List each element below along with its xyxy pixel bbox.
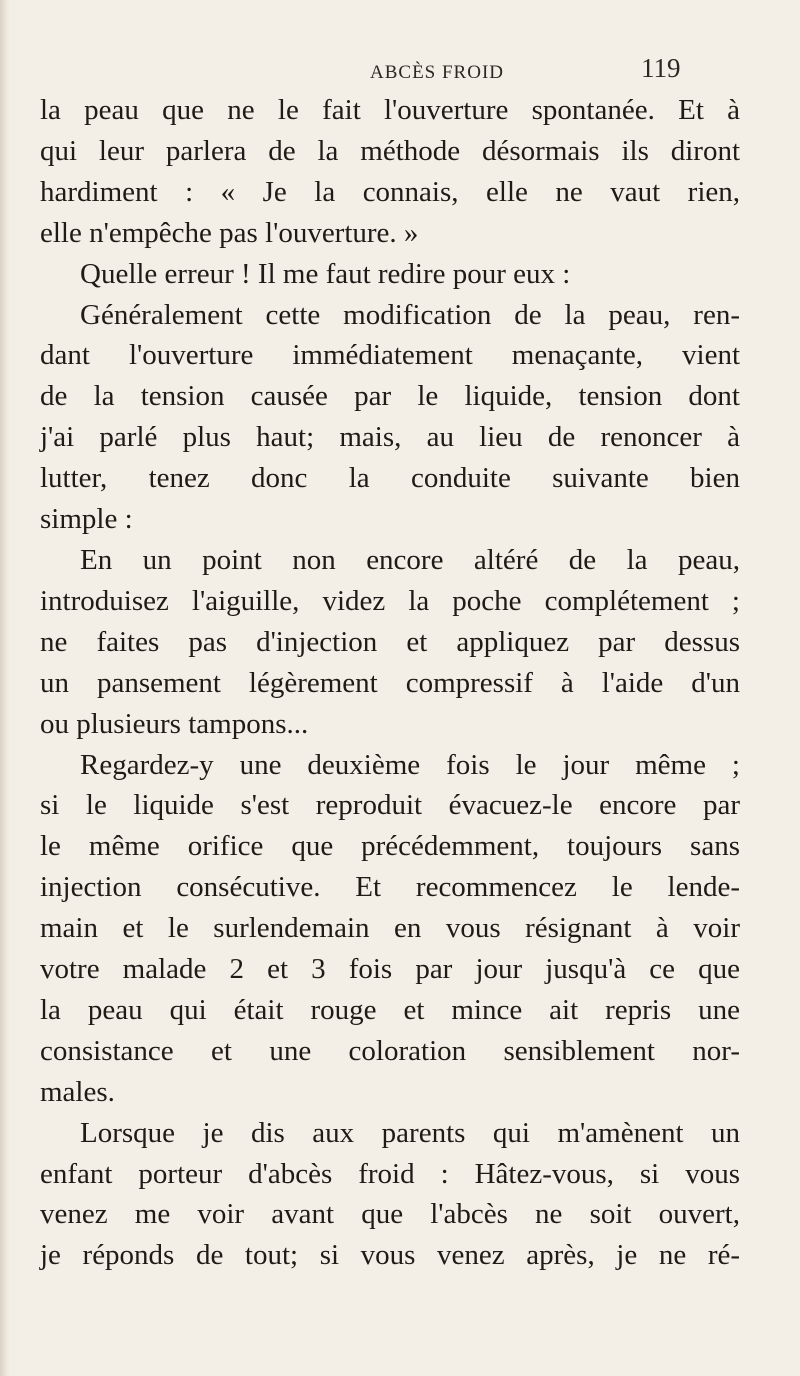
text-line: introduisez l'aiguille, videz la poche complétement ; bbox=[40, 584, 740, 617]
body-text bbox=[40, 90, 740, 1276]
text-line: qui leur parlera de la méthode désormais ils diront bbox=[40, 134, 740, 167]
text-line: la peau que ne le fait l'ouverture spontanée. Et à bbox=[40, 94, 740, 126]
text-line: votre malade 2 et 3 fois par jour jusqu'à ce que bbox=[40, 953, 740, 986]
text-line: Quelle erreur ! Il me faut redire pour eux : bbox=[80, 257, 571, 290]
text-line: la peau qui était rouge et mince ait repris une bbox=[40, 993, 740, 1026]
text-line: un pansement légèrement compressif à l'aide d'un bbox=[40, 666, 740, 699]
text-line: ne faites pas d'injection et appliquez par dessus bbox=[40, 625, 740, 658]
page-number: 119 bbox=[641, 53, 681, 83]
text-line: injection consécutive. Et recommencez le lende- bbox=[40, 871, 740, 904]
text-line: si le liquide s'est reproduit évacuez-le encore par bbox=[40, 789, 740, 822]
text-line: je réponds de tout; si vous venez après, je ne ré- bbox=[40, 1239, 740, 1272]
page-header bbox=[0, 50, 800, 90]
text-line: venez me voir avant que l'abcès ne soit ouvert, bbox=[40, 1198, 740, 1231]
text-line: j'ai parlé plus haut; mais, au lieu de renoncer à bbox=[40, 421, 740, 454]
text-line: le même orifice que précédemment, toujours sans bbox=[40, 830, 740, 863]
running-title: ABCÈS FROID bbox=[370, 62, 504, 83]
text-line: lutter, tenez donc la conduite suivante bien bbox=[40, 462, 740, 495]
text-line: hardiment : « Je la connais, elle ne vaut rien, bbox=[40, 175, 740, 208]
text-line: simple : bbox=[40, 503, 133, 536]
text-line: consistance et une coloration sensiblement nor- bbox=[40, 1034, 740, 1067]
text-line: Regardez-y une deuxième fois le jour même ; bbox=[80, 748, 740, 781]
text-line: En un point non encore altéré de la peau, bbox=[80, 543, 740, 576]
text-line: de la tension causée par le liquide, tension dont bbox=[40, 380, 740, 413]
text-line: Généralement cette modification de la peau, ren- bbox=[80, 298, 740, 331]
text-line: enfant porteur d'abcès froid : Hâtez-vous, si vous bbox=[40, 1157, 740, 1190]
text-line: dant l'ouverture immédiatement menaçante, vient bbox=[40, 339, 740, 372]
text-line: Lorsque je dis aux parents qui m'amènent un bbox=[80, 1116, 740, 1149]
text-line: males. bbox=[40, 1075, 115, 1108]
text-line: ou plusieurs tampons... bbox=[40, 707, 309, 740]
page-binding-edge bbox=[0, 0, 10, 1376]
text-line: elle n'empêche pas l'ouverture. » bbox=[40, 216, 419, 249]
text-line: main et le surlendemain en vous résignant à voir bbox=[40, 912, 740, 945]
